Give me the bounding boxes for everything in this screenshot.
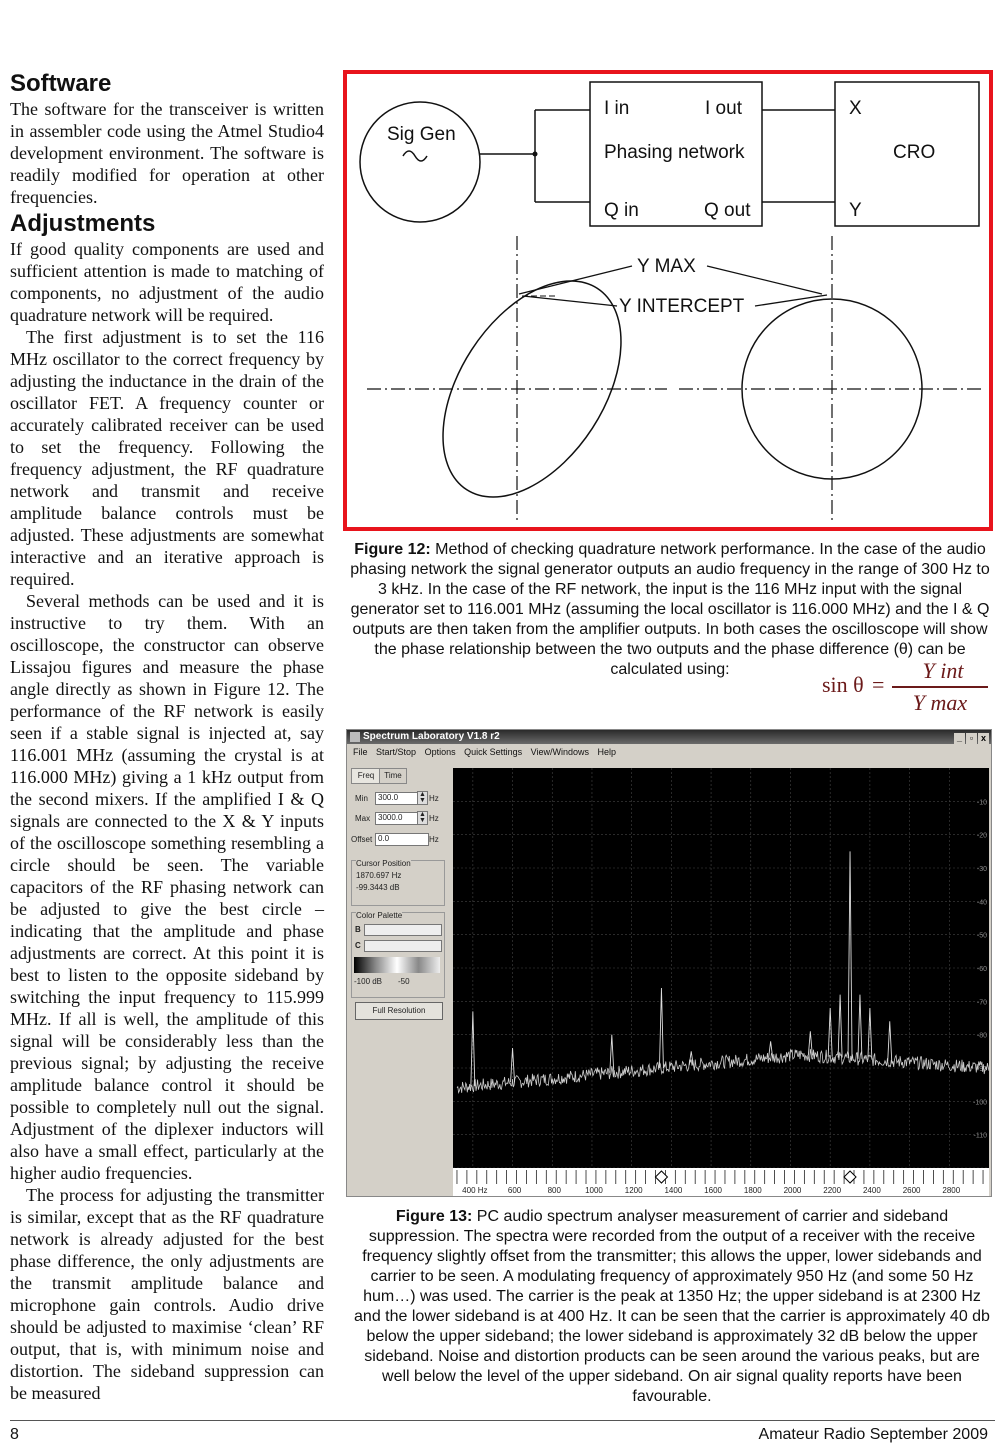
x-tick-label: 400 Hz — [462, 1186, 488, 1195]
x-tick-label: 1800 — [743, 1186, 762, 1195]
y-input-label: Y — [849, 200, 862, 221]
tab-time[interactable]: Time — [379, 768, 407, 784]
figure-12-caption-label: Figure 12: — [354, 541, 431, 558]
y-tick-label: -20 — [976, 832, 987, 840]
x-tick-label: 2600 — [902, 1186, 921, 1195]
q-in-label: Q in — [604, 200, 639, 221]
x-input-label: X — [849, 98, 862, 119]
figure-13-caption-label: Figure 13: — [395, 1208, 473, 1225]
y-tick-label: -90 — [976, 1066, 987, 1073]
menu-file[interactable]: File — [353, 747, 368, 757]
figure-13-caption — [352, 1207, 992, 1407]
max-label: Max — [355, 814, 371, 823]
x-tick-label: 600 — [507, 1186, 522, 1195]
x-tick-label: 2200 — [823, 1186, 842, 1195]
max-unit: Hz — [429, 814, 439, 823]
adjustments-paragraph-3: Several methods can be used and it is instructive to try them. With an oscilloscope, the constructor can observe Lissajou figures and measure the phase angle directly as shown in Figure 12. The performance of the RF network is easily seen if a stable signal is injected at, say 116.001 MHz (assuming the crystal is at 116.000 MHz) giving a 1 kHz output from the second mixers. If the amplified I & Q signals are connected to the X & Y inputs of the oscilloscope something resembling a circle should be seen. The variable capacitors of the RF phasing network can be adjusted to give the best circle – indicating that the amplitude and phase adjustments are correct. At this point it is best to listen to the opposite sideband by switching the input frequency to 115.999 MHz. If all is well, the amplitude of this signal will be considerably less than the previous signal; by adjusting the receive amplitude balance control it should be possible to completely null out the signal. Adjustment of the diplexer inductors will also have a small effect, particularly at the higher audio frequencies. — [10, 591, 324, 1183]
offset-input[interactable]: 0.0 — [375, 833, 429, 846]
color-palette-label: Color Palette — [356, 911, 403, 920]
contrast-label: C — [355, 941, 361, 950]
palette-gradient — [354, 957, 440, 973]
adjustments-paragraph-1: If good quality components are used and sufficient attention is made to matching of components, no adjustment of the audio quadrature network will be required. — [10, 239, 324, 325]
x-tick-label: 1000 — [585, 1186, 603, 1195]
palette-min: -100 dB — [354, 977, 383, 986]
spectrum-peak — [659, 988, 663, 1068]
menu-quick-settings[interactable]: Quick Settings — [464, 747, 523, 757]
menu-bar — [347, 744, 991, 760]
spectrum-peak — [769, 1041, 773, 1057]
offset-label: Offset — [351, 835, 373, 844]
palette-max: -50 — [398, 977, 410, 986]
window-title: Spectrum Laboratory V1.8 r2 — [363, 731, 500, 742]
spectrum-peak — [838, 995, 842, 1058]
x-tick-label: 1200 — [624, 1186, 643, 1195]
menu-start-stop[interactable]: Start/Stop — [376, 747, 417, 757]
sig-gen-circle — [360, 102, 480, 222]
min-input[interactable]: 300.0 — [375, 792, 419, 805]
y-tick-label: -110 — [973, 1132, 987, 1140]
spectrum-plot — [453, 768, 989, 1168]
formula-numerator: Y int — [922, 658, 964, 683]
cursor-position-group — [351, 860, 445, 906]
cursor-level: -99.3443 dB — [356, 883, 400, 892]
sine-wave-icon — [403, 151, 427, 161]
max-spinner[interactable]: ▲ ▼ — [417, 811, 428, 825]
formula-denominator: Y max — [912, 690, 968, 715]
software-heading: Software — [10, 70, 112, 97]
page-number: 8 — [10, 1426, 19, 1443]
frequency-axis — [453, 1168, 989, 1196]
y-tick-label: -80 — [976, 1032, 987, 1040]
formula-lhs: sin θ — [822, 672, 864, 697]
sig-gen-label: Sig Gen — [387, 124, 456, 145]
publication-footer: Amateur Radio September 2009 — [758, 1426, 988, 1443]
control-panel — [351, 768, 447, 1188]
restore-button[interactable]: ▫ — [966, 733, 977, 744]
y-tick-label: -100 — [972, 1099, 987, 1107]
x-tick-label: 2800 — [942, 1186, 961, 1195]
x-tick-label: 2400 — [862, 1186, 881, 1195]
close-button[interactable]: x — [978, 733, 989, 744]
i-in-label: I in — [604, 98, 630, 119]
left-column — [10, 70, 324, 1404]
spectrum-peak — [888, 1021, 892, 1061]
contrast-slider[interactable] — [364, 940, 442, 952]
color-palette-group — [351, 912, 445, 998]
cursor-position-label: Cursor Position — [356, 859, 411, 868]
window-controls — [953, 731, 989, 745]
q-out-label: Q out — [704, 200, 751, 221]
menu-options[interactable]: Options — [424, 747, 456, 757]
adjustments-paragraph-2: The first adjustment is to set the 116 MHz oscillator to the correct frequency by adjusting the inductance in the drain of the oscillator FET. A frequency counter or accurately calibrated receiver can be used to set the frequency. Following the frequency adjustment, the RF quadrature network and transmit and receive amplitude balance controls must be adjusted. These adjustments are somewhat interactive and an iterative approach is required. — [10, 327, 324, 589]
x-tick-label: 2000 — [783, 1186, 802, 1195]
max-input[interactable]: 3000.0 — [375, 812, 419, 825]
figure-13-caption-text: PC audio spectrum analyser measurement of carrier and sideband suppression. The spectra were recorded from the output of a receiver with the receive frequency slightly offset from the transmitter; this allows the upper, lower sidebands and carrier to be seen. A modulating frequency of approximately 950 Hz (and some 50 Hz hum…) was used. The carrier is the peak at 1350 Hz; the upper sideband is at 2300 Hz and the lower sideband is at 400 Hz. It can be seen that the carrier is approximately 40 db below the upper sideband; the lower sideband is approximately 32 dB below the upper sideband. Noise and distortion products can be seen around the various peaks, but are well below the level of the upper sideband. On air signal quality reports have been favourable. — [354, 1208, 990, 1405]
menu-view-windows[interactable]: View/Windows — [530, 747, 590, 757]
spectrum-trace — [457, 1049, 989, 1093]
y-intercept-label: Y INTERCEPT — [619, 296, 745, 317]
i-out-label: I out — [705, 98, 742, 119]
cursor-frequency: 1870.697 Hz — [356, 871, 402, 880]
min-unit: Hz — [429, 794, 439, 803]
software-paragraph: The software for the transceiver is written in assembler code using the Atmel Studio4 development environment. The software is readily modified for operation at other frequencies. — [10, 99, 324, 207]
figure-12-diagram — [343, 70, 993, 531]
spectrum-lab-window — [346, 729, 992, 1197]
spectrum-peak — [848, 851, 852, 1058]
y-tick-label: -40 — [976, 899, 987, 907]
cro-label: CRO — [893, 142, 936, 163]
full-resolution-button[interactable]: Full Resolution — [355, 1002, 443, 1020]
y-tick-label: -30 — [976, 866, 987, 873]
formula-equals: = — [872, 672, 885, 697]
window-titlebar — [347, 730, 991, 744]
adjustments-paragraph-4: The process for adjusting the transmitter is similar, except that as the RF quadrature network is already adjusted for the best phase difference, the only adjustments are the transmit amplitude balance and microphone gain controls. Audio drive should be adjusted to maximise ‘clean’ RF output, that is, with minimum noise and distortion. The sideband suppression can be measured — [10, 1185, 324, 1403]
y-tick-label: -70 — [976, 999, 987, 1007]
x-tick-label: 1400 — [664, 1186, 683, 1195]
phasing-network-label: Phasing network — [604, 142, 745, 163]
min-label: Min — [355, 794, 368, 803]
spectrum-peak — [689, 1051, 693, 1065]
minimize-button[interactable]: _ — [954, 733, 965, 744]
spectrum-peak — [858, 995, 862, 1059]
phase-formula — [820, 658, 990, 716]
y-tick-label: -50 — [976, 932, 987, 940]
brightness-slider[interactable] — [364, 924, 442, 936]
footer-rule — [10, 1420, 995, 1421]
x-tick-label: 800 — [547, 1186, 561, 1195]
y-max-label: Y MAX — [637, 256, 696, 277]
y-tick-label: -60 — [976, 966, 987, 973]
offset-unit: Hz — [429, 835, 439, 844]
brightness-label: B — [355, 925, 361, 934]
tab-freq[interactable]: Freq — [351, 768, 381, 784]
y-tick-label: -10 — [976, 799, 987, 807]
figure-12-caption-text: Method of checking quadrature network performance. In the case of the audio phasing network the signal generator outputs an audio frequency in the range of 300 Hz to 3 kHz. In the case of the RF network, the input is the 116 MHz input with the signal generator set to 116.001 MHz (assuming the local oscillator is 116.000 MHz) and the I & Q outputs are then taken from the amplifier outputs. In both cases the oscilloscope will show the phase relationship between the two outputs and the phase difference (θ) can be calculated using: — [350, 541, 990, 678]
menu-help[interactable]: Help — [597, 747, 617, 757]
formula-fraction-bar — [892, 686, 988, 688]
x-tick-label: 1600 — [704, 1186, 722, 1195]
app-icon — [350, 732, 360, 742]
adjustments-heading: Adjustments — [10, 210, 156, 237]
min-spinner[interactable]: ▲ ▼ — [417, 791, 428, 805]
